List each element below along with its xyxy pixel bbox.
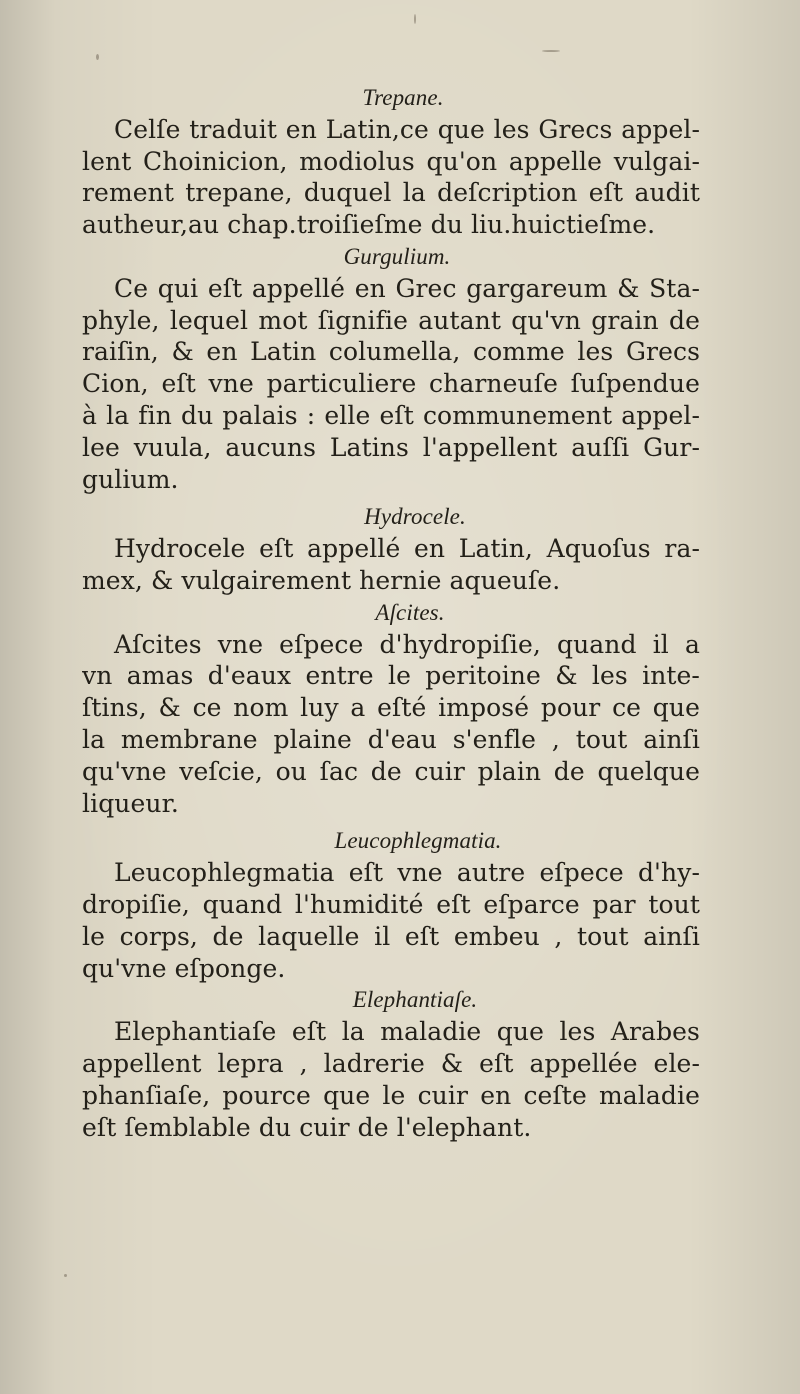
section-title: Elephantiaſe.	[352, 987, 478, 1013]
text-line: Aſcites vne eſpece d'hydropiſie, quand il a	[114, 629, 700, 659]
section-title: Hydrocele.	[364, 504, 466, 530]
section-title: Aſcites.	[375, 599, 445, 625]
text-line: Hydrocele eſt appellé en Latin, Aquoſus ra-	[114, 534, 700, 564]
text-line: lee vuula, aucuns Latins l'appellent auſſi Gur-	[82, 432, 700, 462]
text-line: à la fin du palais : elle eſt communement appel-	[82, 400, 700, 430]
text-line: appellent lepra , ladrerie & eſt appellée ele-	[82, 1048, 700, 1078]
ink-speck	[64, 1274, 67, 1277]
text-line: autheur,au chap.troiſieſme du liu.huictieſme.	[82, 210, 656, 240]
text-line: dropiſie, quand l'humidité eſt eſparce par tout	[82, 889, 700, 919]
text-line: vn amas d'eaux entre le peritoine & les inte-	[82, 661, 700, 691]
text-line: lent Choinicion, modiolus qu'on appelle vulgai-	[82, 146, 700, 176]
section-trepane	[82, 82, 700, 241]
text-line: Cion, eſt vne particuliere charneuſe ſuſpendue	[82, 369, 700, 399]
section-gurgulium	[82, 241, 700, 495]
text-line: la membrane plaine d'eau s'enfle , tout ainſi	[82, 724, 700, 754]
text-line: liqueur.	[82, 788, 179, 818]
text-line: rement trepane, duquel la deſcription eſt audit	[82, 178, 700, 208]
section-elephantiase	[82, 984, 700, 1143]
text-line: phanſiaſe, pource que le cuir en ceſte maladie	[82, 1080, 700, 1110]
text-line: le corps, de laquelle il eſt embeu , tout ainſi	[82, 921, 700, 951]
text-line: phyle, lequel mot ſignifie autant qu'vn grain de	[82, 305, 700, 335]
text-line: ſtins, & ce nom luy a eſté imposé pour ce que	[82, 693, 700, 723]
text-line: Leucophlegmatia eſt vne autre eſpece d'hy-	[114, 858, 700, 888]
text-line: qu'vne eſponge.	[82, 953, 286, 983]
section-title: Leucophlegmatia.	[334, 828, 502, 854]
text-line: Elephantiaſe eſt la maladie que les Arabes	[114, 1017, 700, 1047]
text-line: gulium.	[82, 464, 179, 494]
ink-speck	[96, 54, 99, 60]
ink-speck	[414, 14, 416, 24]
ink-speck	[542, 50, 560, 52]
text-line: Ce qui eſt appellé en Grec gargareum & Sta-	[114, 273, 700, 303]
section-leucophlegmatia	[82, 825, 700, 984]
section-title: Trepane.	[362, 85, 444, 110]
text-line: qu'vne veſcie, ou ſac de cuir plain de quelque	[82, 756, 700, 786]
section-ascites	[82, 597, 700, 820]
page-text	[82, 82, 700, 1143]
section-hydrocele	[82, 501, 700, 596]
section-title: Gurgulium.	[343, 243, 451, 269]
text-line: raiſin, & en Latin columella, comme les Grecs	[82, 337, 700, 367]
text-line: Celſe traduit en Latin,ce que les Grecs appel-	[114, 114, 700, 144]
text-line: mex, & vulgairement hernie aqueuſe.	[82, 565, 561, 595]
text-line: eſt ſemblable du cuir de l'elephant.	[82, 1112, 532, 1142]
